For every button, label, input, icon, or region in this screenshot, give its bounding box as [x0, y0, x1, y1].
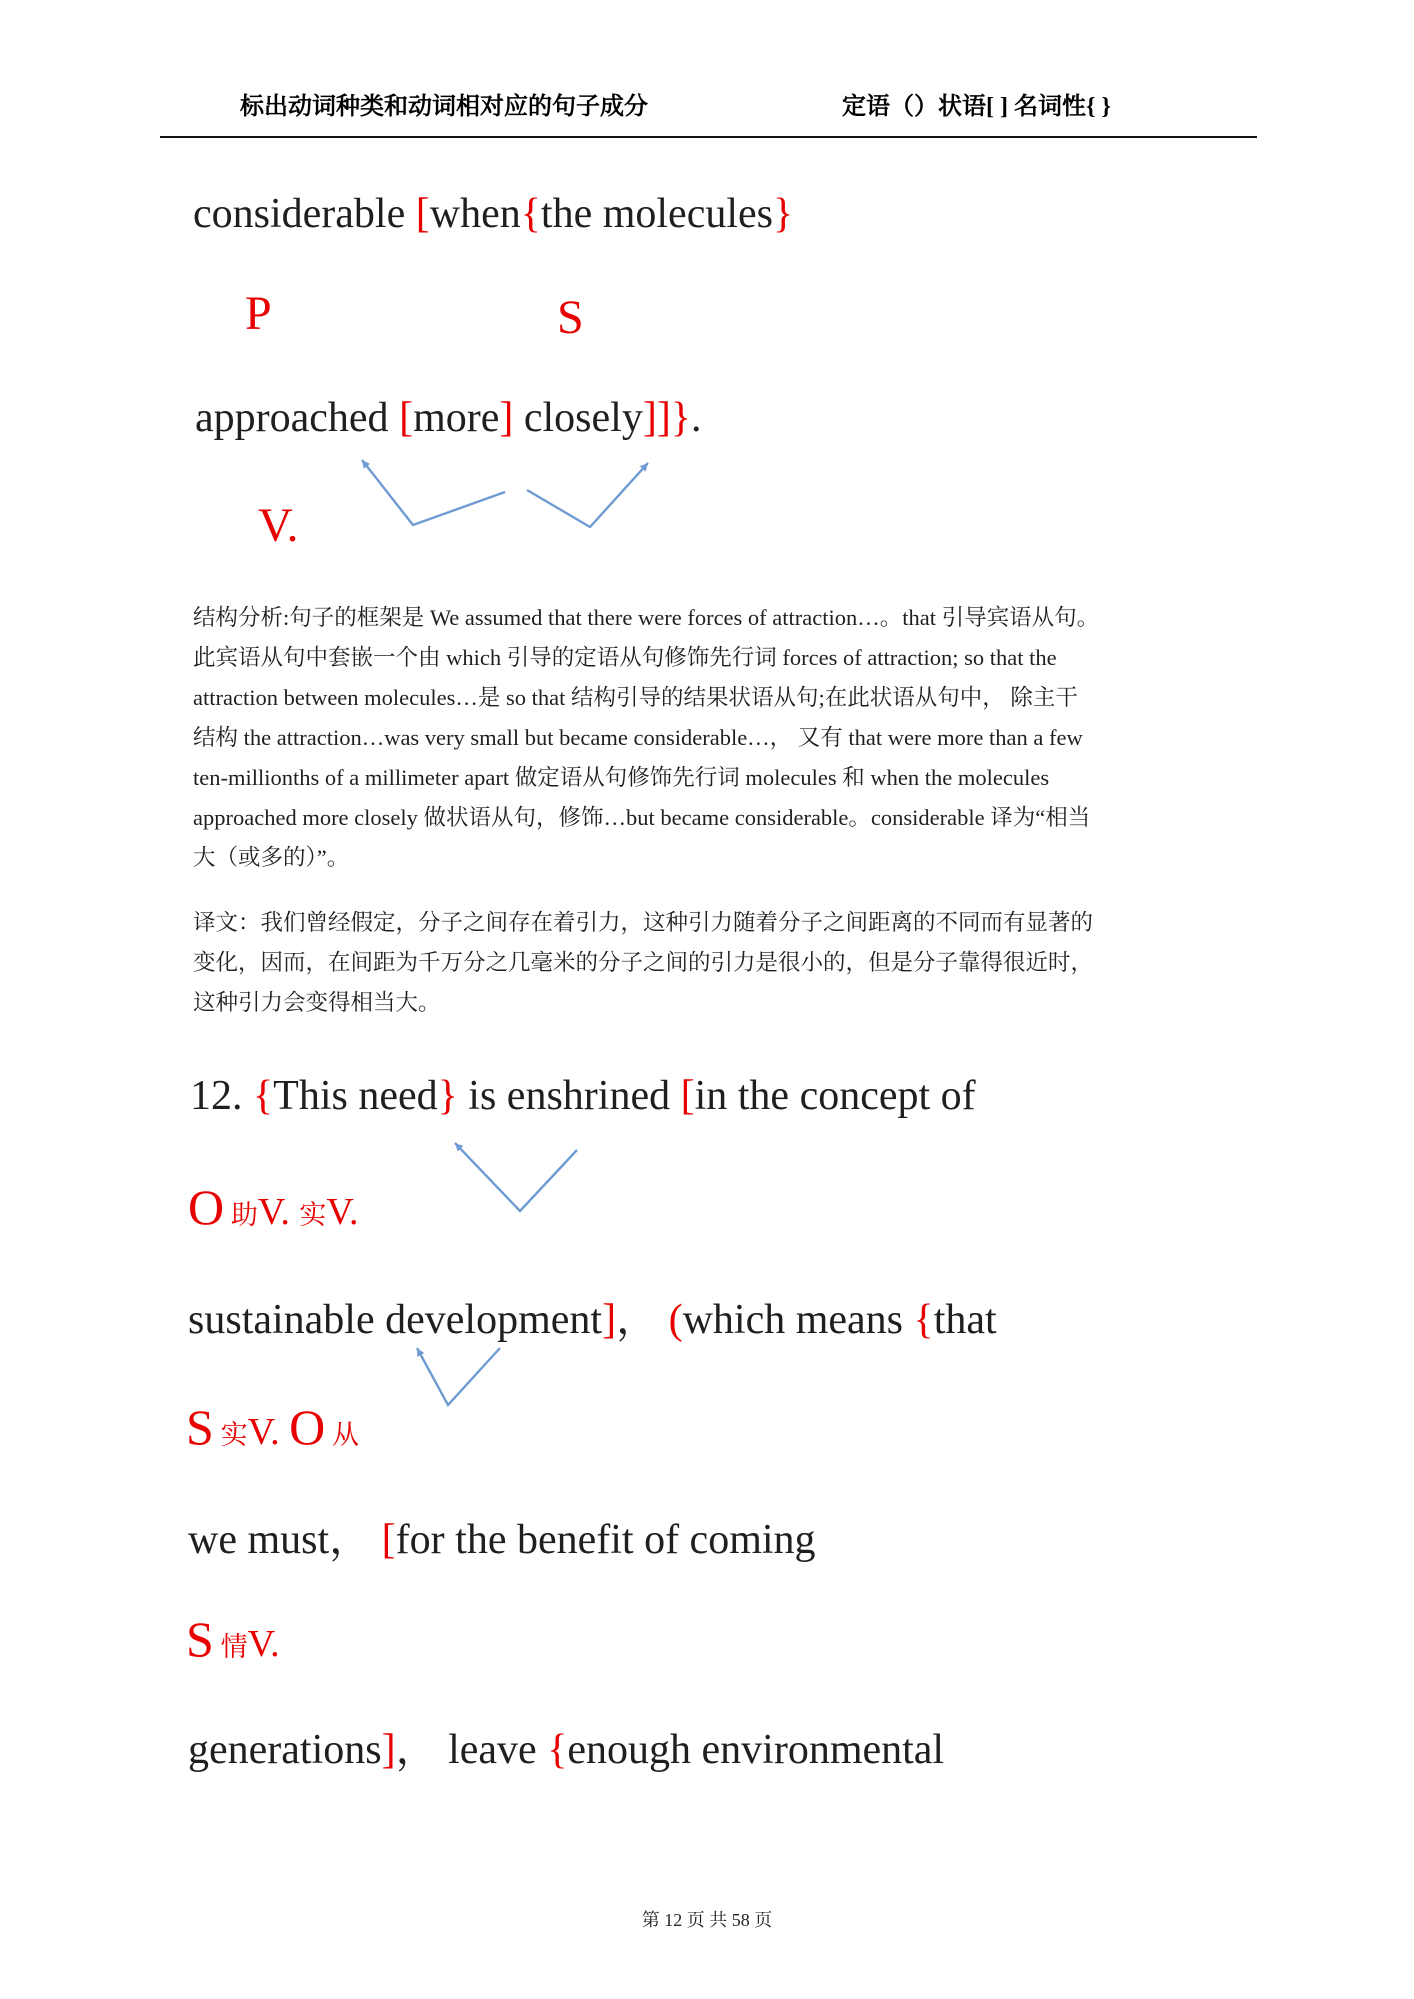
sentence-11-line-2: approached [more] closely]]}. [195, 395, 702, 441]
header-right-legend: 定语（）状语[ ] 名词性{ } [842, 94, 1111, 120]
grammar-label-v: V. [258, 499, 299, 552]
sentence-12-line-4: generations]， leave {enough environmental [188, 1727, 945, 1773]
structure-analysis-paragraph: 结构分析:句子的框架是 We assumed that there were forces of attraction…。that 引导宾语从句。 此宾语从句中套嵌一个由 which 引导的定语从句修饰先行词 forces of attraction; so that the attraction between molecules…是 so that 结构引导的结果状语从句;在此状语从句中， 除主干 结构 the attraction…was very small but became considerable…， 又有 that were more than a few ten-millionths of a millimeter apart 做定语从句修饰先行词 molecules 和 when the molecules approached more closely 做状语从句，修饰…but became considerable。considerable 译为“相当 大（或多的）”。 [193, 605, 1100, 870]
sentence-11-line-1: considerable [when{the molecules} [193, 191, 794, 237]
grammar-labels-row-1: O 助V. 实V. [188, 1179, 359, 1235]
grammar-label-p: P [245, 287, 272, 340]
grammar-label-s: S [557, 291, 584, 344]
grammar-labels-row-3: S 情V. [186, 1611, 280, 1667]
sentence-12-line-2: sustainable development]， (which means {that [188, 1297, 997, 1343]
translation-paragraph: 译文：我们曾经假定，分子之间存在着引力，这种引力随着分子之间距离的不同而有显著的 变化，因而，在间距为千万分之几毫米的分子之间的引力是很小的，但是分子靠得很近时， 这种引力会变得相当大。 [193, 910, 1094, 1015]
arrow-to-development [417, 1348, 500, 1405]
arrow-to-approached [362, 460, 505, 525]
header-left-title: 标出动词种类和动词相对应的句子成分 [240, 94, 648, 120]
header-divider [160, 136, 1257, 138]
arrow-to-closely [527, 463, 648, 527]
sentence-12-line-1: 12. {This need} is enshrined [in the concept of [190, 1073, 976, 1119]
page-number: 第 12 页 共 58 页 [641, 1910, 773, 1930]
sentence-12-line-3: we must， [for the benefit of coming [188, 1517, 816, 1563]
grammar-labels-row-2: S 实V. O 从 [186, 1399, 359, 1455]
arrow-to-enshrined [455, 1143, 577, 1211]
